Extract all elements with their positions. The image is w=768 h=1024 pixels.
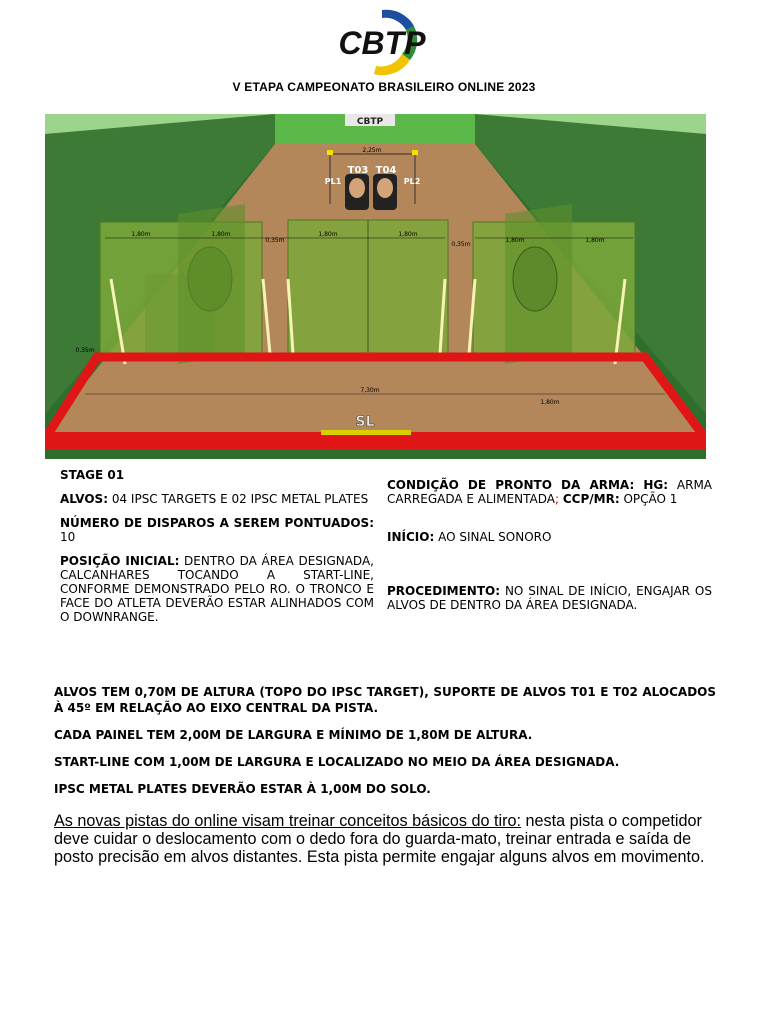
stage-info-right bbox=[387, 478, 712, 622]
dim-bay-width: 7,30m bbox=[360, 387, 380, 394]
inicio-text: AO SINAL SONORO bbox=[438, 530, 552, 544]
posicao-text: DENTRO DA ÁREA DESIGNADA, CALCANHARES TOCANDO A START-LINE, CONFORME DEMONSTRADO PELO RO. O TRONCO E FACE DO ATLETA DEVERÃO ESTAR ALINHADOS COM O DOWNRANGE. bbox=[60, 554, 374, 624]
target-label-t04: T04 bbox=[375, 165, 397, 176]
cbtp-logo bbox=[330, 6, 434, 78]
procedimento-text: NO SINAL DE INÍCIO, ENGAJAR OS ALVOS DE DENTRO DA ÁREA DESIGNADA. bbox=[387, 584, 712, 612]
dim-top: 2,25m bbox=[362, 147, 382, 154]
dim-gap-1: 0,35m bbox=[265, 237, 285, 244]
page-title: V ETAPA CAMPEONATO BRASILEIRO ONLINE 2023 bbox=[232, 80, 536, 94]
stage-note bbox=[54, 812, 714, 866]
inicio-label: INÍCIO: bbox=[387, 530, 435, 544]
start-line bbox=[321, 430, 411, 435]
banner-text: CBTP bbox=[356, 117, 384, 127]
logo-text: CBTP bbox=[338, 25, 426, 61]
start-line-label: SL bbox=[355, 414, 375, 430]
condicao-label: CONDIÇÃO DE PRONTO DA ARMA: HG: bbox=[387, 478, 669, 492]
stage-name: STAGE 01 bbox=[60, 468, 125, 482]
alvos-label: ALVOS: bbox=[60, 492, 108, 506]
ccp-text: OPÇÃO 1 bbox=[623, 492, 678, 506]
condicao-text: ARMA CARREGADA E ALIMENTADA bbox=[387, 478, 712, 506]
dim-side: 0,35m bbox=[75, 347, 95, 354]
target-t04 bbox=[373, 174, 397, 210]
procedimento-label: PROCEDIMENTO: bbox=[387, 584, 501, 598]
dim-panel-2: 1,80m bbox=[211, 231, 231, 238]
dim-bay-depth: 1,80m bbox=[540, 399, 560, 406]
rule-3: START-LINE COM 1,00M DE LARGURA E LOCALIZADO NO MEIO DA ÁREA DESIGNADA. bbox=[54, 755, 620, 769]
stage-rules bbox=[54, 684, 716, 808]
dim-panel-6: 1,80m bbox=[585, 237, 605, 244]
note-underlined: As novas pistas do online visam treinar conceitos básicos do tiro: bbox=[54, 812, 521, 830]
dim-panel-4: 1,80m bbox=[398, 231, 418, 238]
separator: ; bbox=[555, 492, 560, 506]
stage-info-left bbox=[60, 468, 374, 634]
dim-gap-2: 0,35m bbox=[451, 241, 471, 248]
dim-panel-5: 1,80m bbox=[505, 237, 525, 244]
plate-label-1: PL1 bbox=[324, 177, 342, 186]
rule-1: ALVOS TEM 0,70M DE ALTURA (TOPO DO IPSC TARGET), SUPORTE DE ALVOS T01 E T02 ALOCADOS À 45º EM RELAÇÃO AO EIXO CENTRAL DA PISTA. bbox=[54, 685, 716, 715]
ccp-label: CCP/MR: bbox=[562, 492, 620, 506]
dim-panel-1: 1,80m bbox=[131, 231, 151, 238]
plate-label-2: PL2 bbox=[403, 177, 421, 186]
disparos-value: 10 bbox=[60, 530, 76, 544]
rule-4: IPSC METAL PLATES DEVERÃO ESTAR À 1,00M DO SOLO. bbox=[54, 782, 431, 796]
target-t03 bbox=[345, 174, 369, 210]
note-rest: nesta pista o competidor deve cuidar o deslocamento com o dedo fora do guarda-mato, treinar entrada e saída de posto precisão em alvos distantes. Esta pista permite engajar alguns alvos em movimento. bbox=[54, 812, 705, 866]
alvos-text: 04 IPSC TARGETS E 02 IPSC METAL PLATES bbox=[111, 492, 369, 506]
dim-panel-3: 1,80m bbox=[318, 231, 338, 238]
stage-diagram bbox=[45, 114, 706, 459]
target-label-t03: T03 bbox=[347, 165, 369, 176]
posicao-label: POSIÇÃO INICIAL: bbox=[60, 554, 180, 568]
disparos-label: NÚMERO DE DISPAROS A SEREM PONTUADOS: bbox=[60, 516, 374, 530]
rule-2: CADA PAINEL TEM 2,00M DE LARGURA E MÍNIMO DE 1,80M DE ALTURA. bbox=[54, 728, 533, 742]
